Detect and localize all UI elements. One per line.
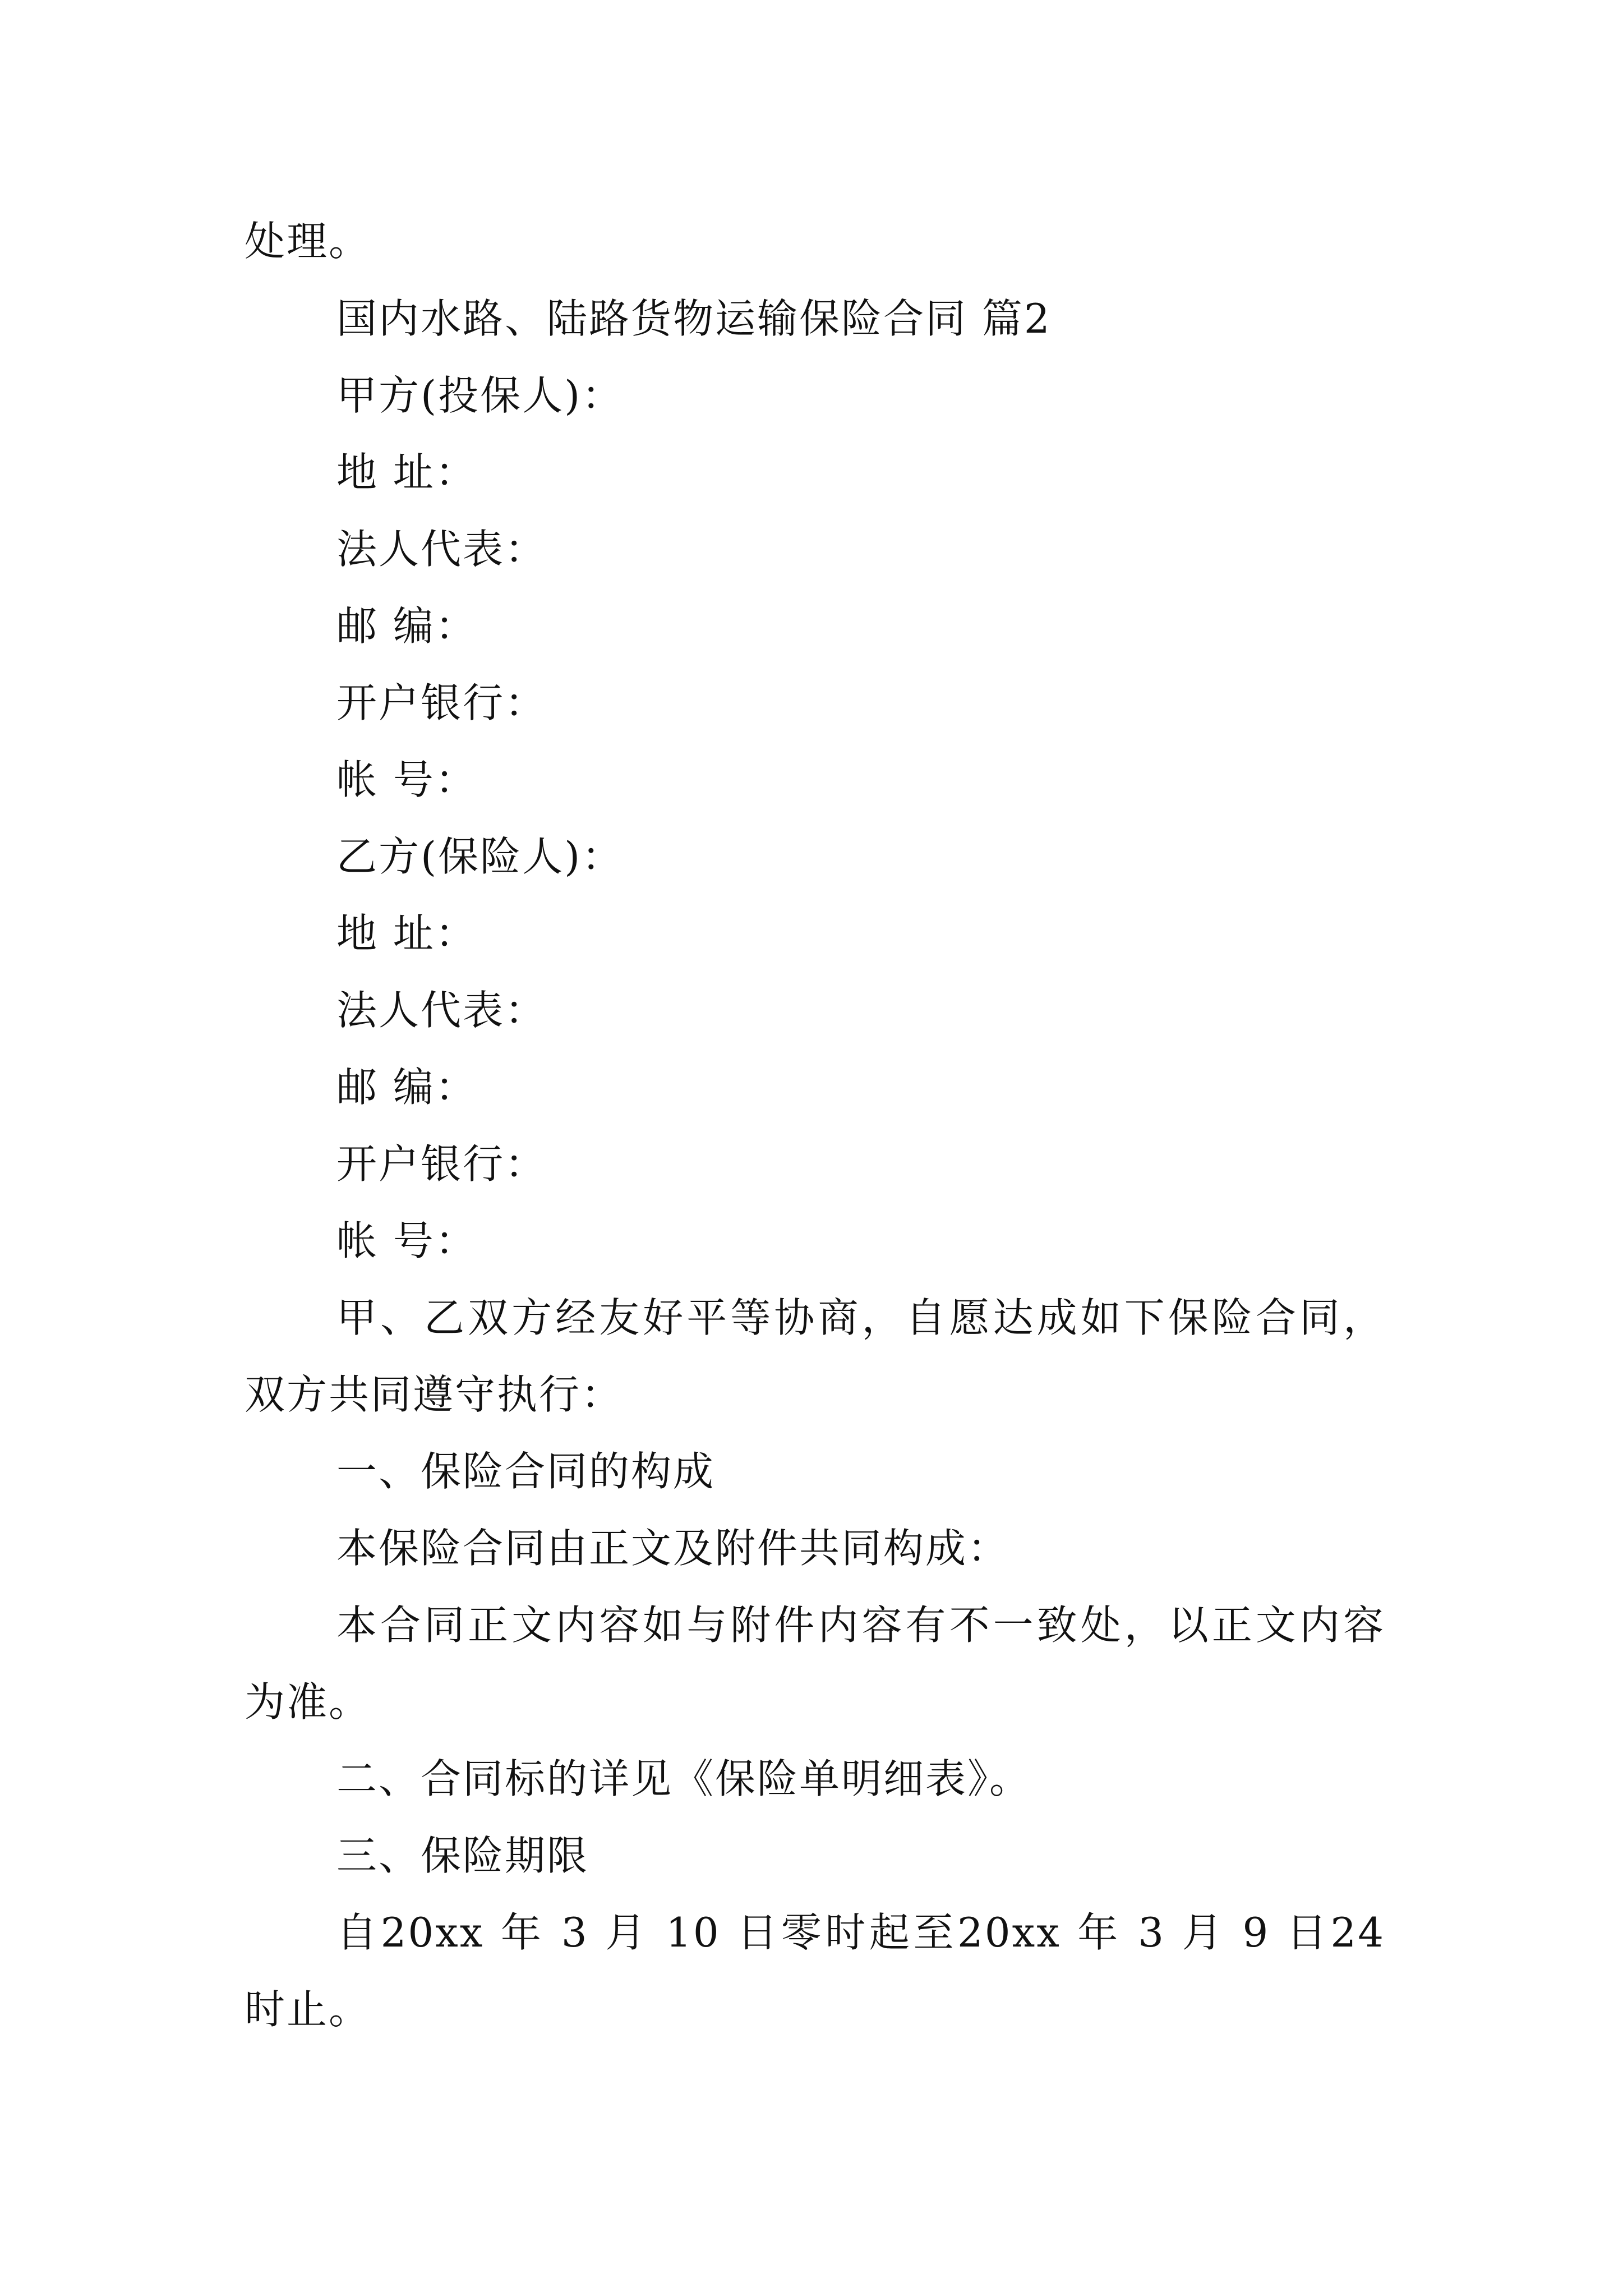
clause-2-text: 二、合同标的详见《保险单明细表》。	[336, 1755, 1032, 1802]
party-b-bank: 开户银行：	[336, 1140, 547, 1188]
clause-3-period-line-2: 时止。	[245, 1986, 371, 2033]
clause-1-heading: 一、保险合同的构成	[336, 1448, 716, 1495]
agreement-paragraph-line-1: 甲、乙双方经友好平等协商，自愿达成如下保险合同，	[336, 1294, 1385, 1341]
party-b-account: 帐 号：	[336, 1217, 477, 1264]
agreement-paragraph-line-2: 双方共同遵守执行：	[245, 1371, 624, 1418]
section-title: 国内水路、陆路货物运输保险合同 篇2	[336, 295, 1052, 342]
party-a-account: 帐 号：	[336, 756, 477, 803]
party-a-legal-rep: 法人代表：	[336, 526, 547, 573]
party-b-legal-rep: 法人代表：	[336, 987, 547, 1034]
clause-3-heading: 三、保险期限	[336, 1832, 589, 1879]
party-a-bank: 开户银行：	[336, 679, 547, 726]
clause-3-period-line-1: 自20xx 年 3 月 10 日零时起至20xx 年 3 月 9 日24	[336, 1909, 1385, 1956]
clause-1-text: 本保险合同由正文及附件共同构成：	[336, 1525, 1010, 1572]
party-a-address: 地 址：	[336, 449, 477, 496]
party-b-postcode: 邮 编：	[336, 1064, 477, 1111]
clause-1-note-line-2: 为准。	[245, 1678, 371, 1726]
party-b-address: 地 址：	[336, 910, 477, 957]
clause-1-note-line-1: 本合同正文内容如与附件内容有不一致处，以正文内容	[336, 1602, 1385, 1649]
party-a-heading: 甲方(投保人)：	[336, 372, 624, 419]
party-a-postcode: 邮 编：	[336, 602, 477, 650]
party-b-heading: 乙方(保险人)：	[336, 833, 624, 880]
text-line-continuation: 处理。	[245, 218, 371, 265]
